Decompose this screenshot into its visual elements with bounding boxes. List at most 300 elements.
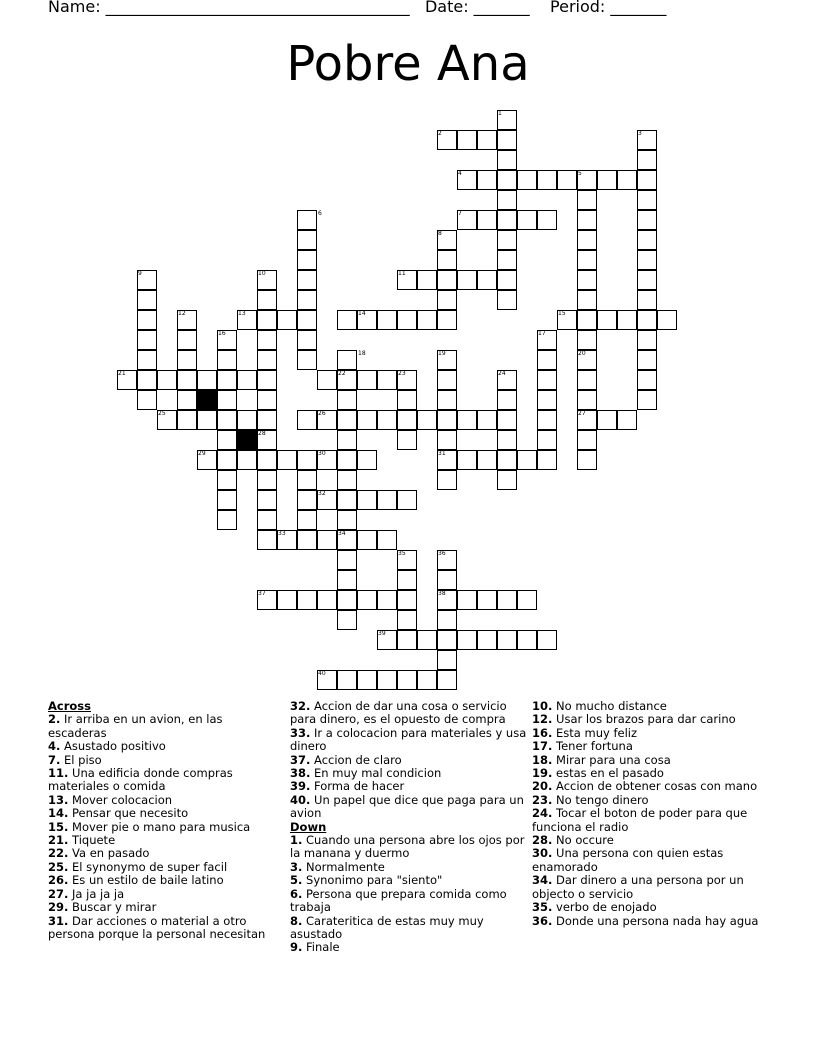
clue-number: 8. xyxy=(290,913,303,928)
clue-number: 11. xyxy=(48,766,69,781)
clue-item xyxy=(290,767,530,780)
grid-cell[interactable] xyxy=(297,510,317,530)
grid-cell[interactable] xyxy=(437,370,457,390)
grid-cell[interactable] xyxy=(517,450,537,470)
clue-number-label: 39 xyxy=(378,630,386,637)
grid-cell[interactable] xyxy=(357,590,377,610)
name-field[interactable]: Name: ______________________________________ xyxy=(48,0,410,16)
grid-cell[interactable] xyxy=(297,230,317,250)
grid-cell[interactable] xyxy=(357,670,377,690)
grid-cell[interactable] xyxy=(457,410,477,430)
grid-cell[interactable] xyxy=(497,250,517,270)
clue-number: 34. xyxy=(532,873,553,888)
grid-cell[interactable] xyxy=(617,170,637,190)
grid-cell[interactable] xyxy=(337,510,357,530)
clue-item xyxy=(290,915,530,942)
grid-cell[interactable] xyxy=(477,630,497,650)
clue-number: 13. xyxy=(48,792,69,807)
grid-cell[interactable] xyxy=(497,390,517,410)
grid-cell[interactable] xyxy=(637,150,657,170)
grid-cell[interactable] xyxy=(257,350,277,370)
grid-cell[interactable] xyxy=(437,470,457,490)
grid-cell[interactable] xyxy=(537,170,557,190)
grid-cell[interactable] xyxy=(537,450,557,470)
grid-cell[interactable] xyxy=(477,170,497,190)
grid-cell[interactable] xyxy=(437,250,457,270)
clue-text: Persona que prepara comida como trabaja xyxy=(290,886,507,915)
clue-number-label: 19 xyxy=(438,350,446,357)
clue-item xyxy=(532,794,762,807)
clue-number-label: 40 xyxy=(318,670,326,677)
grid-cell[interactable] xyxy=(177,350,197,370)
across-heading: Across xyxy=(48,699,91,713)
grid-cell[interactable] xyxy=(337,430,357,450)
clue-number-label: 35 xyxy=(398,550,406,557)
grid-cell[interactable] xyxy=(417,410,437,430)
clue-text: verbo de enojado xyxy=(552,900,657,915)
grid-cell[interactable] xyxy=(297,410,317,430)
grid-cell[interactable] xyxy=(217,370,237,390)
grid-cell[interactable] xyxy=(337,470,357,490)
grid-cell[interactable] xyxy=(437,430,457,450)
clue-number-label: 9 xyxy=(138,270,142,277)
clue-item xyxy=(532,754,762,767)
grid-cell[interactable] xyxy=(257,390,277,410)
grid-cell[interactable] xyxy=(437,290,457,310)
clue-item xyxy=(48,740,270,753)
grid-cell[interactable] xyxy=(497,170,517,190)
clue-text: Accion de claro xyxy=(310,752,402,767)
grid-cell[interactable] xyxy=(497,410,517,430)
clue-number-label: 11 xyxy=(398,270,406,277)
clue-text: Accion de obtener cosas con mano xyxy=(552,779,758,794)
grid-cell[interactable] xyxy=(297,450,317,470)
grid-cell[interactable] xyxy=(177,330,197,350)
grid-cell[interactable] xyxy=(237,410,257,430)
grid-cell[interactable] xyxy=(497,210,517,230)
grid-cell[interactable] xyxy=(617,410,637,430)
clue-text: Una edificia donde compras materiales o comida xyxy=(48,766,233,794)
grid-cell[interactable] xyxy=(317,530,337,550)
grid-cell[interactable] xyxy=(397,610,417,630)
grid-cell[interactable] xyxy=(437,630,457,650)
grid-cell[interactable] xyxy=(257,330,277,350)
grid-cell[interactable] xyxy=(537,210,557,230)
grid-cell[interactable] xyxy=(577,190,597,210)
grid-cell[interactable] xyxy=(217,410,237,430)
grid-cell[interactable] xyxy=(137,330,157,350)
grid-cell[interactable] xyxy=(337,570,357,590)
grid-cell[interactable] xyxy=(537,370,557,390)
clue-number: 23. xyxy=(532,792,553,807)
grid-cell[interactable] xyxy=(637,250,657,270)
grid-cell[interactable] xyxy=(297,530,317,550)
grid-cell[interactable] xyxy=(577,290,597,310)
grid-cell[interactable] xyxy=(537,350,557,370)
clue-item xyxy=(532,767,762,780)
grid-cell[interactable] xyxy=(137,290,157,310)
clue-item xyxy=(290,888,530,915)
grid-cell[interactable] xyxy=(357,450,377,470)
clue-number-label: 20 xyxy=(578,350,586,357)
grid-cell[interactable] xyxy=(337,490,357,510)
grid-cell[interactable] xyxy=(177,410,197,430)
grid-cell[interactable] xyxy=(557,170,577,190)
grid-cell[interactable] xyxy=(457,450,477,470)
grid-cell[interactable] xyxy=(637,330,657,350)
grid-cell[interactable] xyxy=(297,350,317,370)
grid-cell[interactable] xyxy=(477,130,497,150)
grid-cell[interactable] xyxy=(337,390,357,410)
grid-cell[interactable] xyxy=(397,310,417,330)
grid-cell[interactable] xyxy=(577,250,597,270)
clue-number: 9. xyxy=(290,940,303,955)
clue-number-label: 16 xyxy=(218,330,226,337)
grid-cell[interactable] xyxy=(497,630,517,650)
grid-cell[interactable] xyxy=(497,430,517,450)
clue-number: 26. xyxy=(48,873,69,888)
clue-item xyxy=(532,874,762,901)
clue-item xyxy=(48,915,270,942)
grid-cell[interactable] xyxy=(297,310,317,330)
grid-cell[interactable] xyxy=(217,390,237,410)
clue-number: 12. xyxy=(532,712,553,727)
clue-number: 38. xyxy=(290,766,311,781)
grid-cell[interactable] xyxy=(637,290,657,310)
grid-cell[interactable] xyxy=(177,390,197,410)
grid-cell[interactable] xyxy=(497,590,517,610)
grid-cell[interactable] xyxy=(397,590,417,610)
clue-number: 10. xyxy=(532,699,553,713)
grid-cell[interactable] xyxy=(477,210,497,230)
grid-cell[interactable] xyxy=(297,490,317,510)
clue-text: Usar los brazos para dar carino xyxy=(552,712,736,727)
grid-cell[interactable] xyxy=(397,490,417,510)
clue-number-label: 18 xyxy=(358,350,366,357)
grid-cell[interactable] xyxy=(397,570,417,590)
grid-cell[interactable] xyxy=(417,310,437,330)
clue-number-label: 31 xyxy=(438,450,446,457)
grid-cell[interactable] xyxy=(217,470,237,490)
grid-cell[interactable] xyxy=(497,150,517,170)
grid-cell[interactable] xyxy=(297,270,317,290)
grid-cell[interactable] xyxy=(337,590,357,610)
grid-cell[interactable] xyxy=(257,450,277,470)
grid-cell[interactable] xyxy=(437,650,457,670)
clue-text: Buscar y mirar xyxy=(68,900,157,915)
grid-cell[interactable] xyxy=(437,390,457,410)
grid-cell[interactable] xyxy=(417,670,437,690)
grid-cell[interactable] xyxy=(617,310,637,330)
grid-cell[interactable] xyxy=(137,390,157,410)
clue-number-label: 33 xyxy=(278,530,286,537)
clue-number-label: 13 xyxy=(238,310,246,317)
clue-item xyxy=(532,713,762,726)
grid-cell[interactable] xyxy=(597,310,617,330)
grid-cell[interactable] xyxy=(577,390,597,410)
grid-cell[interactable] xyxy=(217,510,237,530)
grid-cell[interactable] xyxy=(337,450,357,470)
clue-number: 19. xyxy=(532,766,553,781)
clue-item xyxy=(290,754,530,767)
grid-cell[interactable] xyxy=(637,350,657,370)
grid-cell[interactable] xyxy=(397,430,417,450)
grid-cell[interactable] xyxy=(257,490,277,510)
grid-cell[interactable] xyxy=(337,350,357,370)
grid-cell[interactable] xyxy=(577,210,597,230)
grid-cell[interactable] xyxy=(477,450,497,470)
grid-cell[interactable] xyxy=(157,370,177,390)
grid-cell[interactable] xyxy=(217,430,237,450)
clue-item xyxy=(48,834,270,847)
grid-cell[interactable] xyxy=(197,370,217,390)
grid-cell[interactable] xyxy=(277,590,297,610)
grid-cell[interactable] xyxy=(337,670,357,690)
grid-cell[interactable] xyxy=(137,350,157,370)
black-cell xyxy=(237,430,257,450)
grid-cell[interactable] xyxy=(177,370,197,390)
clue-item xyxy=(532,727,762,740)
grid-cell[interactable] xyxy=(137,370,157,390)
grid-cell[interactable] xyxy=(297,290,317,310)
clue-item xyxy=(48,874,270,887)
grid-cell[interactable] xyxy=(377,310,397,330)
clue-number: 18. xyxy=(532,752,553,767)
grid-cell[interactable] xyxy=(437,610,457,630)
clue-number: 7. xyxy=(48,752,61,767)
grid-cell[interactable] xyxy=(377,670,397,690)
grid-cell[interactable] xyxy=(217,490,237,510)
grid-cell[interactable] xyxy=(297,470,317,490)
grid-cell[interactable] xyxy=(457,130,477,150)
clue-text: Finale xyxy=(302,940,340,955)
clue-number-label: 23 xyxy=(398,370,406,377)
grid-cell[interactable] xyxy=(377,490,397,510)
grid-cell[interactable] xyxy=(517,590,537,610)
clue-number: 5. xyxy=(290,873,303,888)
clue-item xyxy=(48,767,270,794)
grid-cell[interactable] xyxy=(437,270,457,290)
clue-number-label: 3 xyxy=(638,130,642,137)
grid-cell[interactable] xyxy=(537,390,557,410)
clue-number: 37. xyxy=(290,752,311,767)
grid-cell[interactable] xyxy=(437,410,457,430)
grid-cell[interactable] xyxy=(277,310,297,330)
date-field[interactable]: Date: _______ xyxy=(424,0,530,16)
clue-text: No mucho distance xyxy=(552,699,667,713)
clue-number-label: 8 xyxy=(438,230,442,237)
grid-cell[interactable] xyxy=(637,390,657,410)
clue-text: Una persona con quien estas enamorado xyxy=(532,846,724,874)
grid-cell[interactable] xyxy=(257,510,277,530)
grid-cell[interactable] xyxy=(497,230,517,250)
grid-cell[interactable] xyxy=(357,370,377,390)
grid-cell[interactable] xyxy=(337,310,357,330)
grid-cell[interactable] xyxy=(537,430,557,450)
clue-number: 15. xyxy=(48,819,69,834)
clue-item xyxy=(290,874,530,887)
grid-cell[interactable] xyxy=(637,190,657,210)
clue-text: Es un estilo de baile latino xyxy=(68,873,224,888)
grid-cell[interactable] xyxy=(497,130,517,150)
grid-cell[interactable] xyxy=(477,270,497,290)
grid-cell[interactable] xyxy=(397,670,417,690)
clue-number: 31. xyxy=(48,913,69,928)
grid-cell[interactable] xyxy=(297,250,317,270)
clue-number-label: 28 xyxy=(258,430,266,437)
grid-cell[interactable] xyxy=(497,290,517,310)
clue-item xyxy=(48,794,270,807)
grid-cell[interactable] xyxy=(377,590,397,610)
clue-item xyxy=(48,713,270,740)
grid-cell[interactable] xyxy=(217,450,237,470)
grid-cell[interactable] xyxy=(577,270,597,290)
grid-cell[interactable] xyxy=(377,370,397,390)
grid-cell[interactable] xyxy=(457,270,477,290)
grid-cell[interactable] xyxy=(497,190,517,210)
grid-cell[interactable] xyxy=(517,170,537,190)
grid-cell[interactable] xyxy=(237,450,257,470)
grid-cell[interactable] xyxy=(397,410,417,430)
grid-cell[interactable] xyxy=(337,610,357,630)
grid-cell[interactable] xyxy=(317,590,337,610)
grid-cell[interactable] xyxy=(457,630,477,650)
grid-cell[interactable] xyxy=(637,230,657,250)
clues-column-3 xyxy=(532,700,762,928)
grid-cell[interactable] xyxy=(257,410,277,430)
grid-cell[interactable] xyxy=(457,590,477,610)
grid-cell[interactable] xyxy=(357,490,377,510)
clue-number: 22. xyxy=(48,846,69,861)
grid-cell[interactable] xyxy=(337,410,357,430)
grid-cell[interactable] xyxy=(517,210,537,230)
clue-number: 3. xyxy=(290,859,303,874)
grid-cell[interactable] xyxy=(597,410,617,430)
clue-item xyxy=(48,754,270,767)
grid-cell[interactable] xyxy=(437,670,457,690)
clue-item xyxy=(290,794,530,821)
grid-cell[interactable] xyxy=(237,370,257,390)
grid-cell[interactable] xyxy=(437,310,457,330)
clue-item xyxy=(48,807,270,820)
grid-cell[interactable] xyxy=(577,370,597,390)
grid-cell[interactable] xyxy=(637,370,657,390)
grid-cell[interactable] xyxy=(317,370,337,390)
period-field[interactable]: Period: _______ xyxy=(550,0,667,16)
black-cell xyxy=(197,390,217,410)
clue-text: Dar dinero a una persona por un objecto o servicio xyxy=(532,873,744,901)
clue-number-label: 17 xyxy=(538,330,546,337)
grid-cell[interactable] xyxy=(577,430,597,450)
grid-cell[interactable] xyxy=(357,410,377,430)
grid-cell[interactable] xyxy=(257,370,277,390)
clue-text: Donde una persona nada hay agua xyxy=(552,913,759,928)
grid-cell[interactable] xyxy=(257,470,277,490)
clue-number: 39. xyxy=(290,779,311,794)
clue-text: Ir a colocacion para materiales y usa dinero xyxy=(290,725,527,754)
grid-cell[interactable] xyxy=(417,630,437,650)
grid-cell[interactable] xyxy=(637,170,657,190)
clue-number: 36. xyxy=(532,913,553,928)
clue-text: Ir arriba en un avion, en las escaderas xyxy=(48,712,223,740)
grid-cell[interactable] xyxy=(577,310,597,330)
grid-cell[interactable] xyxy=(217,350,237,370)
grid-cell[interactable] xyxy=(497,470,517,490)
clues-column-2 xyxy=(290,700,530,955)
grid-cell[interactable] xyxy=(257,530,277,550)
grid-cell[interactable] xyxy=(297,330,317,350)
clue-item xyxy=(532,915,762,928)
grid-cell[interactable] xyxy=(397,630,417,650)
grid-cell[interactable] xyxy=(297,590,317,610)
clue-item xyxy=(48,901,270,914)
grid-cell[interactable] xyxy=(537,410,557,430)
grid-cell[interactable] xyxy=(537,630,557,650)
clue-item xyxy=(532,901,762,914)
clue-item xyxy=(532,700,762,713)
clue-number-label: 36 xyxy=(438,550,446,557)
clue-number-label: 14 xyxy=(358,310,366,317)
grid-cell[interactable] xyxy=(637,270,657,290)
clue-number-label: 29 xyxy=(198,450,206,457)
grid-cell[interactable] xyxy=(397,390,417,410)
clue-number: 29. xyxy=(48,900,69,915)
clue-text: Ja ja ja ja xyxy=(68,886,125,901)
grid-cell[interactable] xyxy=(497,270,517,290)
grid-cell[interactable] xyxy=(497,450,517,470)
grid-cell[interactable] xyxy=(297,210,317,230)
grid-cell[interactable] xyxy=(637,310,657,330)
grid-cell[interactable] xyxy=(377,410,397,430)
clue-text: Esta muy feliz xyxy=(552,725,638,740)
grid-cell[interactable] xyxy=(577,450,597,470)
grid-cell[interactable] xyxy=(637,210,657,230)
clue-text: No tengo dinero xyxy=(552,792,649,807)
grid-cell[interactable] xyxy=(577,330,597,350)
grid-cell[interactable] xyxy=(357,530,377,550)
clue-number: 17. xyxy=(532,739,553,754)
grid-cell[interactable] xyxy=(577,230,597,250)
clue-item xyxy=(290,834,530,861)
grid-cell[interactable] xyxy=(277,450,297,470)
grid-cell[interactable] xyxy=(137,310,157,330)
grid-cell[interactable] xyxy=(437,570,457,590)
clue-number: 28. xyxy=(532,833,553,848)
grid-cell[interactable] xyxy=(417,270,437,290)
clue-number-label: 2 xyxy=(438,130,442,137)
clue-text: El synonymo de super facil xyxy=(68,859,228,874)
clue-text: Forma de hacer xyxy=(310,779,405,794)
clue-number: 40. xyxy=(290,792,311,807)
clue-number: 2. xyxy=(48,712,61,727)
grid-cell[interactable] xyxy=(197,410,217,430)
clue-item xyxy=(290,941,530,954)
grid-cell[interactable] xyxy=(337,550,357,570)
clue-number-label: 27 xyxy=(578,410,586,417)
grid-cell[interactable] xyxy=(657,310,677,330)
grid-cell[interactable] xyxy=(597,170,617,190)
grid-cell[interactable] xyxy=(477,410,497,430)
grid-cell[interactable] xyxy=(477,590,497,610)
clue-number: 4. xyxy=(48,739,61,754)
clue-number-label: 15 xyxy=(558,310,566,317)
grid-cell[interactable] xyxy=(257,310,277,330)
clue-text: Mover colocacion xyxy=(68,792,173,807)
grid-cell[interactable] xyxy=(257,290,277,310)
grid-cell[interactable] xyxy=(517,630,537,650)
clue-number-label: 4 xyxy=(458,170,462,177)
grid-cell[interactable] xyxy=(377,530,397,550)
